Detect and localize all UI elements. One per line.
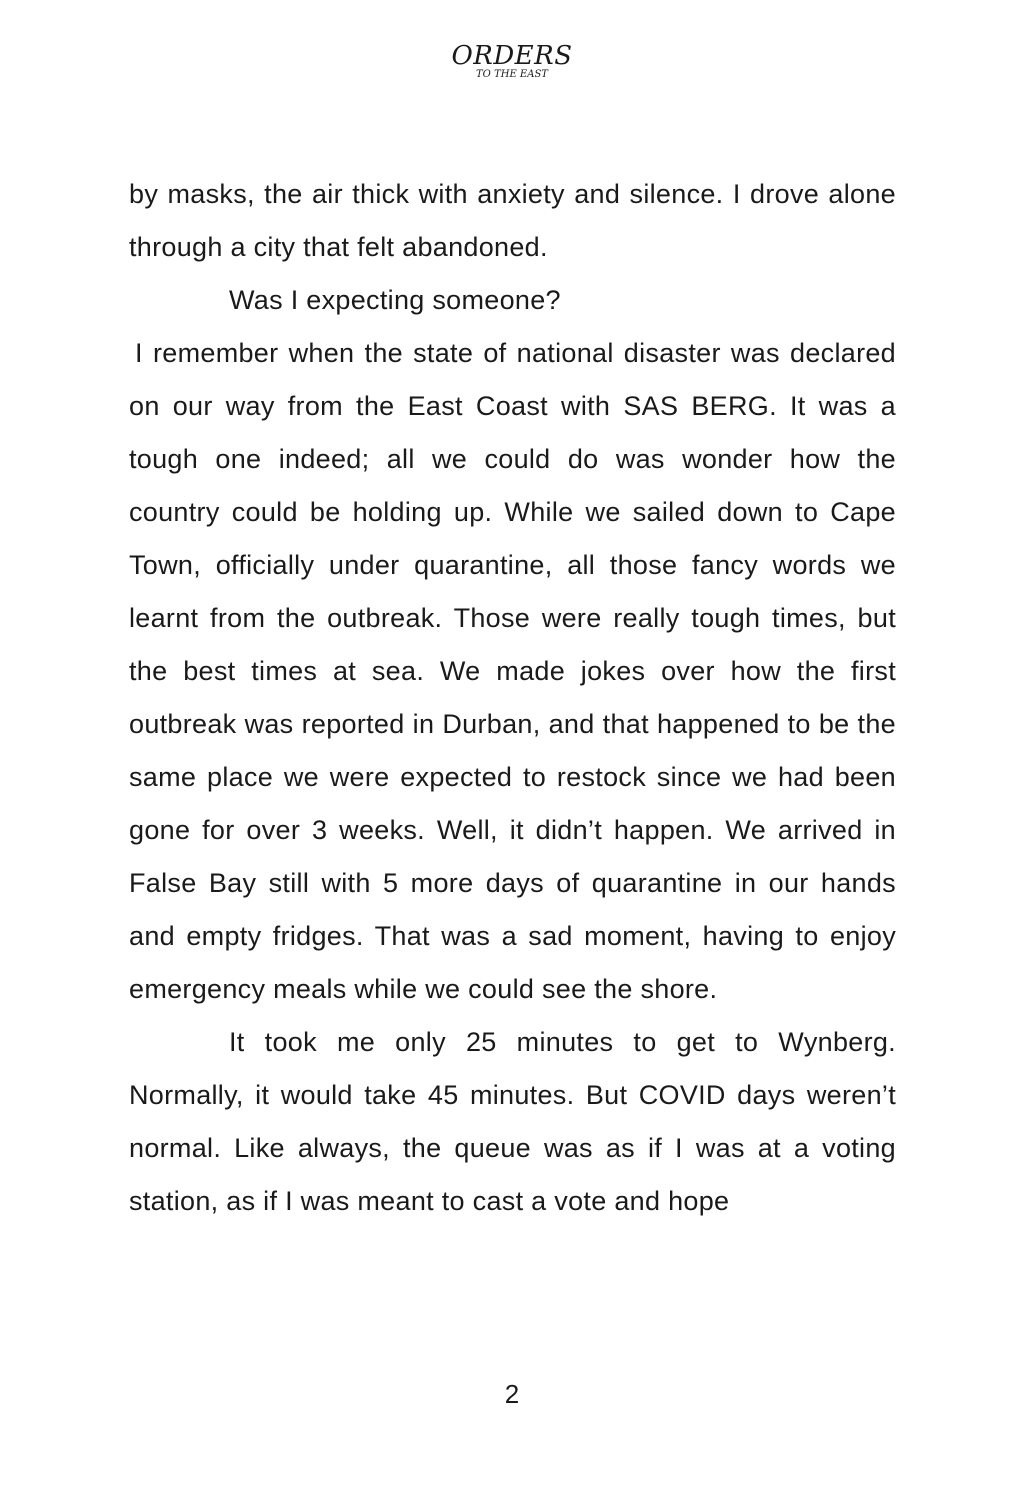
book-subtitle: TO THE EAST (476, 69, 548, 80)
book-title: ORDERS (451, 41, 573, 71)
paragraph: I remember when the state of national disaster was declared on our way from the East Coast with SAS BERG. It was a tough one indeed; all we could do was wonder how the country could be holding up. While we sailed down to Cape Town, officially under quarantine, all those fancy words we learnt from the outbreak. Those were really tough times, but the best times at sea. We made jokes over how the first outbreak was reported in Durban, and that happened to be the same place we were expected to restock since we had been gone for over 3 weeks. Well, it didn’t happen. We arrived in False Bay still with 5 more days of quarantine in our hands and empty fridges. That was a sad moment, having to enjoy emergency meals while we could see the shore. (129, 338, 896, 1004)
paragraph: It took me only 25 minutes to get to Wynberg. Normally, it would take 45 minutes. But COVID days weren’t normal. Like always, the queue was as if I was at a voting station, as if I was meant to cast a vote and hope (129, 1027, 896, 1216)
paragraph: by masks, the air thick with anxiety and silence. I drove alone through a city that felt abandoned. (129, 179, 896, 262)
body-text (129, 168, 896, 1228)
running-header (0, 40, 1024, 81)
page-number: 2 (504, 1379, 520, 1409)
paragraph: Was I expecting someone? (229, 285, 561, 315)
